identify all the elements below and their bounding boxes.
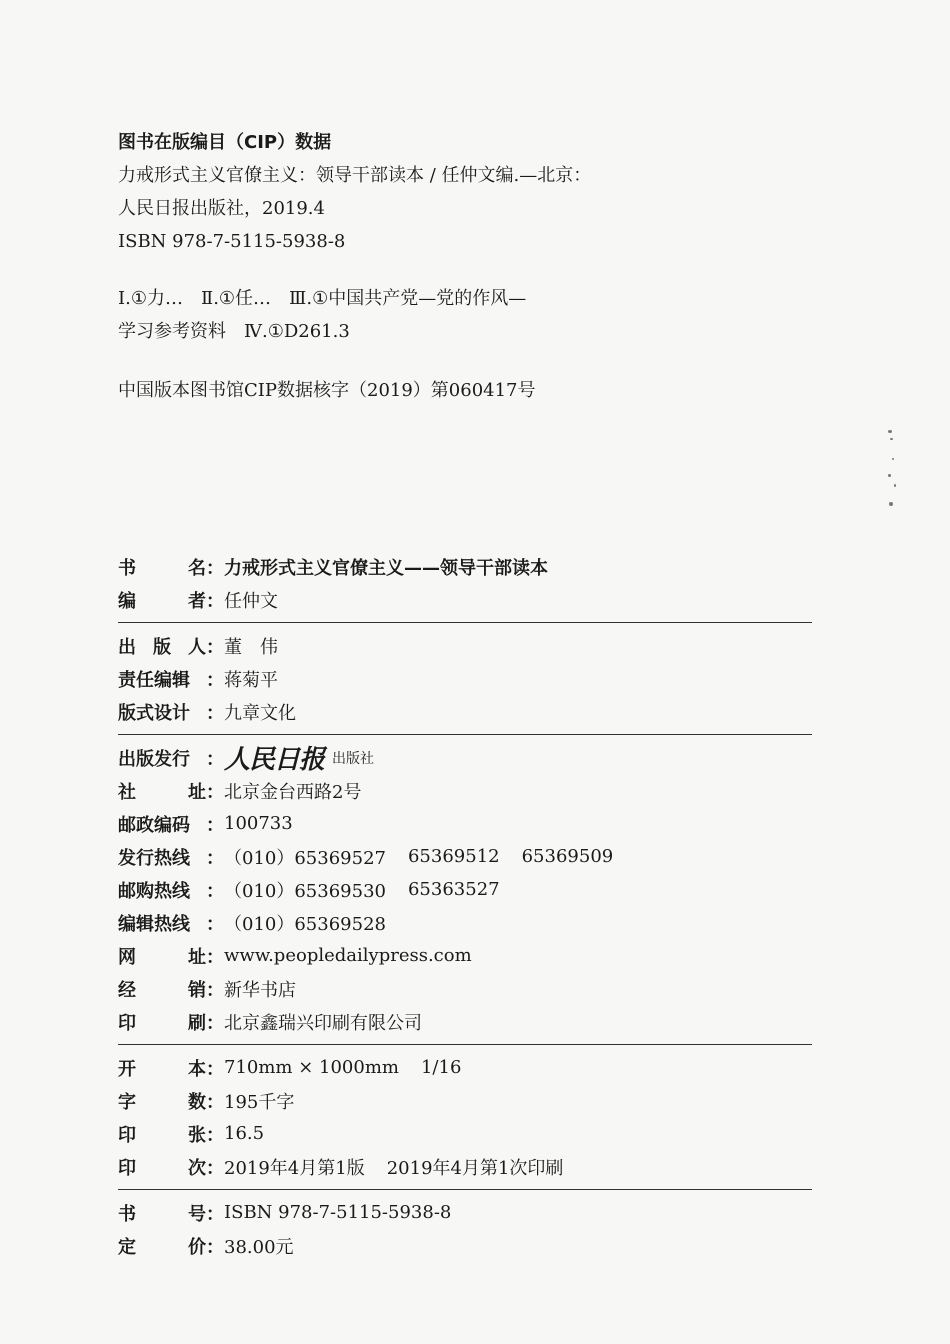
field-label: 出 版 人 [118,636,206,658]
field-label: 书 号 [118,1203,206,1225]
cip-block [118,126,738,407]
responsible-editor: 蒋菊平 [224,669,278,691]
divider [118,1044,812,1045]
phone-number: 65369509 [521,846,614,867]
field-label: 网 址 [118,946,206,968]
cip-isbn: ISBN 978-7-5115-5938-8 [118,231,346,252]
cip-verification: 中国版本图书馆CIP数据核字（2019）第060417号 [118,380,536,401]
distribution-row: 出版发行 ： 人民日报 出版社 [118,741,812,774]
word-count: 195千字 [224,1091,295,1113]
address-row: 社 址 ： 北京金台西路2号 [118,774,812,807]
field-label: 开 本 [118,1058,206,1080]
distribution-hotline-row: 发行热线 ： （010）65369527 65369512 65369509 [118,840,812,873]
sheets-row: 印 张 ： 16.5 [118,1117,812,1150]
format-fold: 1/16 [420,1057,462,1078]
publisher-person: 董 伟 [224,636,278,658]
divider [118,1189,812,1190]
field-label: 邮政编码 [118,814,190,836]
field-label: 出版发行 [118,748,190,770]
edition: 2019年4月第1版 [224,1157,365,1179]
divider [118,622,812,623]
field-label: 印 张 [118,1124,206,1146]
field-label: 经 销 [118,979,206,1001]
phone-number: （010）65369530 [224,880,386,902]
price-row: 定 价 ： 38.00元 [118,1229,812,1262]
cip-classification: 学习参考资料 Ⅳ.①D261.3 [118,321,350,342]
responsible-editor-row: 责任编辑 ： 蒋菊平 [118,662,812,695]
address: 北京金台西路2号 [224,781,362,803]
cip-classification: Ⅰ.①力… Ⅱ.①任… Ⅲ.①中国共产党—党的作风— [118,288,527,309]
seller: 新华书店 [224,979,296,1001]
seller-row: 经 销 ： 新华书店 [118,972,812,1005]
printer-row: 印 刷 ： 北京鑫瑞兴印刷有限公司 [118,1005,812,1038]
phone-number: （010）65369528 [224,913,386,935]
design-row: 版式设计 ： 九章文化 [118,695,812,728]
website-link[interactable]: www.peopledailypress.com [224,945,472,966]
phone-number: 65369512 [407,846,500,867]
divider [118,734,812,735]
editorial-hotline-row: 编辑热线 ： （010）65369528 [118,906,812,939]
phone-number: 65363527 [407,879,500,900]
postcode-row: 邮政编码 ： 100733 [118,807,812,840]
field-label: 印 次 [118,1157,206,1179]
editor-value: 任仲文 [224,590,278,612]
scan-specks [884,428,900,518]
word-count-row: 字 数 ： 195千字 [118,1084,812,1117]
field-label: 字 数 [118,1091,206,1113]
field-label: 编辑热线 [118,913,190,935]
publisher-logo-suffix: 出版社 [332,750,375,767]
postcode: 100733 [224,813,293,834]
field-label: 版式设计 [118,702,190,724]
field-label: 发行热线 [118,847,190,869]
designer: 九章文化 [224,702,296,724]
field-label: 邮购热线 [118,880,190,902]
publisher-logo: 人民日报 [224,745,325,775]
printed-sheets: 16.5 [224,1123,265,1144]
field-label: 印 刷 [118,1012,206,1034]
printer: 北京鑫瑞兴印刷有限公司 [224,1012,422,1034]
format-row: 开 本 ： 710mm × 1000mm 1/16 [118,1051,812,1084]
price: 38.00元 [224,1236,294,1258]
field-label: 书 名 [118,557,206,579]
colophon [118,550,812,1262]
format: 710mm × 1000mm [224,1057,399,1078]
isbn-number: ISBN 978-7-5115-5938-8 [224,1202,452,1223]
publisher-person-row: 出 版 人 ： 董 伟 [118,629,812,662]
edition-row: 印 次 ： 2019年4月第1版 2019年4月第1次印刷 [118,1150,812,1183]
book-title-row: 书 名 ： 力戒形式主义官僚主义——领导干部读本 [118,550,812,583]
cip-title: 图书在版编目（CIP）数据 [118,132,332,153]
mail-order-hotline-row: 邮购热线 ： （010）65369530 65363527 [118,873,812,906]
editor-row: 编 者 ： 任仲文 [118,583,812,616]
isbn-row: 书 号 ： ISBN 978-7-5115-5938-8 [118,1196,812,1229]
field-label: 编 者 [118,590,206,612]
field-label: 定 价 [118,1236,206,1258]
cip-entry-line: 人民日报出版社，2019.4 [118,198,325,219]
field-label: 责任编辑 [118,669,190,691]
book-title: 力戒形式主义官僚主义——领导干部读本 [224,557,548,579]
phone-number: （010）65369527 [224,847,386,869]
field-label: 社 址 [118,781,206,803]
cip-entry-line: 力戒形式主义官僚主义：领导干部读本 / 任仲文编.—北京： [118,165,592,186]
website-row: 网 址 ： www.peopledailypress.com [118,939,812,972]
impression: 2019年4月第1次印刷 [386,1157,564,1179]
